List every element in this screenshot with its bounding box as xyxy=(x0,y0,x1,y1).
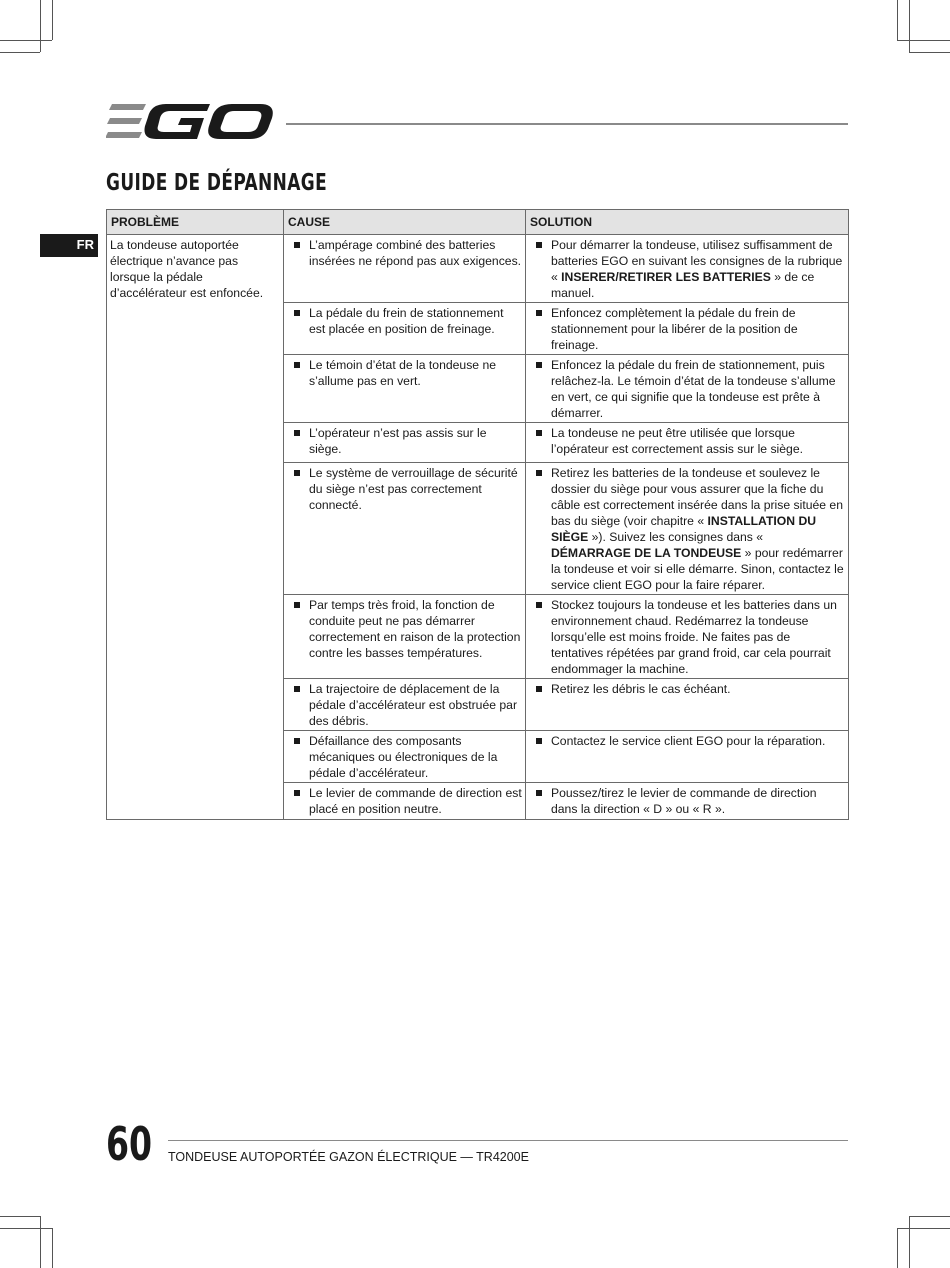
solution-text: Contactez le service client EGO pour la réparation. xyxy=(529,733,845,749)
solution-cell xyxy=(526,463,849,595)
footer-rule xyxy=(168,1140,848,1141)
cause-cell xyxy=(284,595,526,679)
solution-text: Enfoncez la pédale du frein de stationnement, puis relâchez-la. Le témoin d’état de la tondeuse s’allume en vert, ce qui signifie que la tondeuse est prête à démarrer. xyxy=(529,357,845,421)
crop-mark xyxy=(897,1228,950,1229)
header-problem: PROBLÈME xyxy=(107,210,284,235)
cause-text: Le levier de commande de direction est placé en position neutre. xyxy=(287,785,522,817)
crop-mark xyxy=(909,1216,910,1268)
cause-text: La trajectoire de déplacement de la pédale d’accélérateur est obstruée par des débris. xyxy=(287,681,522,729)
page-number: 60 xyxy=(106,1117,153,1171)
cause-text: Le système de verrouillage de sécurité du siège n’est pas correctement connecté. xyxy=(287,465,522,513)
solution-cell xyxy=(526,783,849,820)
cause-text: La pédale du frein de stationnement est placée en position de freinage. xyxy=(287,305,522,337)
page-title: GUIDE DE DÉPANNAGE xyxy=(106,170,328,196)
solution-text: Enfoncez complètement la pédale du frein de stationnement pour la libérer de la position de freinage. xyxy=(529,305,845,353)
ego-logo xyxy=(106,104,276,144)
cause-cell xyxy=(284,355,526,423)
cause-text: L’opérateur n’est pas assis sur le siège. xyxy=(287,425,522,457)
table-header-row xyxy=(107,210,849,235)
footer-text: TONDEUSE AUTOPORTÉE GAZON ÉLECTRIQUE — TR4200E xyxy=(168,1150,529,1164)
crop-mark xyxy=(52,0,53,40)
crop-mark xyxy=(0,40,52,41)
crop-mark xyxy=(40,0,41,52)
crop-mark xyxy=(909,52,950,53)
solution-cell xyxy=(526,235,849,303)
troubleshooting-table xyxy=(106,209,849,820)
cause-cell xyxy=(284,423,526,463)
cause-cell xyxy=(284,783,526,820)
crop-mark xyxy=(897,40,950,41)
crop-mark xyxy=(897,0,898,40)
cause-text: Défaillance des composants mécaniques ou électroniques de la pédale d’accélérateur. xyxy=(287,733,522,781)
cause-text: Le témoin d’état de la tondeuse ne s’allume pas en vert. xyxy=(287,357,522,389)
cause-cell xyxy=(284,463,526,595)
cause-cell xyxy=(284,235,526,303)
crop-mark xyxy=(0,52,40,53)
table-row xyxy=(107,235,849,303)
solution-cell xyxy=(526,731,849,783)
language-tab: FR xyxy=(40,234,98,257)
solution-cell xyxy=(526,423,849,463)
cause-cell xyxy=(284,731,526,783)
solution-cell xyxy=(526,303,849,355)
solution-cell xyxy=(526,595,849,679)
header-solution: SOLUTION xyxy=(526,210,849,235)
solution-cell xyxy=(526,355,849,423)
solution-text: Retirez les débris le cas échéant. xyxy=(529,681,845,697)
crop-mark xyxy=(909,1216,950,1217)
cause-text: Par temps très froid, la fonction de conduite peut ne pas démarrer correctement en raison de la protection contre les basses températures. xyxy=(287,597,522,661)
crop-mark xyxy=(0,1228,52,1229)
cause-text: L’ampérage combiné des batteries insérées ne répond pas aux exigences. xyxy=(287,237,522,269)
solution-text: Pour démarrer la tondeuse, utilisez suffisamment de batteries EGO en suivant les consignes de la rubrique « INSERER/RETIRER LES BATTERIES » de ce manuel. xyxy=(529,237,845,301)
solution-text: Stockez toujours la tondeuse et les batteries dans un environnement chaud. Redémarrez la tondeuse lorsqu’elle est moins froide. Ne faites pas de tentatives répétées par grand froid, car cela pourrait endommager la machine. xyxy=(529,597,845,677)
cause-cell xyxy=(284,303,526,355)
solution-text: Retirez les batteries de la tondeuse et soulevez le dossier du siège pour vous assurer que la fiche du câble est correctement insérée dans la prise située en bas du siège (voir chapitre « INSTALLATION DU SIÈGE »). Suivez les consignes dans « DÉMARRAGE DE LA TONDEUSE » pour redémarrer la tondeuse et voir si elle démarre. Sinon, contactez le service client EGO pour la faire réparer. xyxy=(529,465,845,593)
crop-mark xyxy=(52,1228,53,1268)
problem-cell: La tondeuse autoportée électrique n’avance pas lorsque la pédale d’accélérateur est enfoncée. xyxy=(107,235,284,820)
header-rule xyxy=(286,123,848,125)
crop-mark xyxy=(0,1216,40,1217)
header-cause: CAUSE xyxy=(284,210,526,235)
cause-cell xyxy=(284,679,526,731)
solution-text: Poussez/tirez le levier de commande de direction dans la direction « D » ou « R ». xyxy=(529,785,845,817)
solution-text: La tondeuse ne peut être utilisée que lorsque l’opérateur est correctement assis sur le siège. xyxy=(529,425,845,457)
crop-mark xyxy=(40,1216,41,1268)
crop-mark xyxy=(909,0,910,52)
solution-cell xyxy=(526,679,849,731)
crop-mark xyxy=(897,1228,898,1268)
